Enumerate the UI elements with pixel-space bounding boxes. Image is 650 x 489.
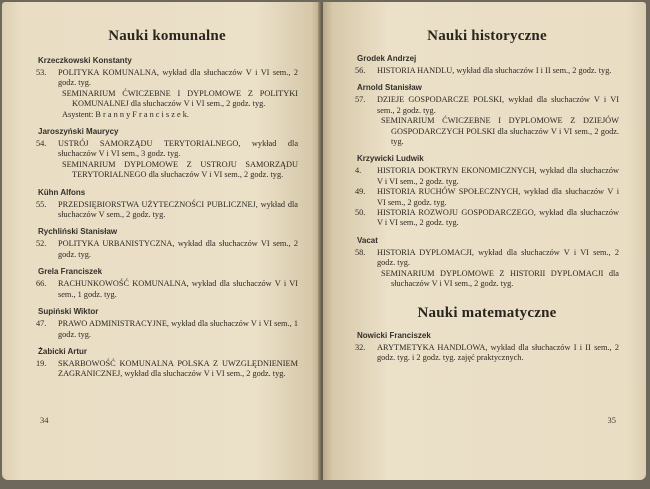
left-entries (36, 55, 298, 380)
course-number: 32. (355, 342, 366, 352)
course-paragraph: SEMINARIUM ĆWICZEBNE I DYPLOMOWE Z DZIEJÓW GOSPODARCZYCH POLSKI dla słuchaczów V i VI sem., 2 godz. tyg. (381, 116, 619, 147)
course-description (377, 248, 619, 290)
section-heading-nauki-historyczne: Nauki historyczne (427, 28, 547, 44)
course-paragraph: PRAWO ADMINISTRACYJNE, wykład dla słuchaczów V i VI sem., 1 godz. tyg. (58, 319, 298, 339)
course-paragraph: SEMINARIUM DYPLOMOWE Z USTROJU SAMORZĄDU TERYTORIALNEGO dla słuchaczów V i VI sem., 2 godz. tyg. (62, 159, 298, 180)
course-entry (36, 359, 298, 380)
course-paragraph: SEMINARIUM ĆWICZEBNE I DYPLOMOWE Z POLITYKI KOMUNALNEJ dla słuchaczów V i VI sem., 2 godz. tyg. (62, 88, 298, 109)
course-description (377, 343, 619, 364)
lecturer-name: Krzeczkowski Konstanty (38, 56, 132, 65)
course-number: 58. (355, 247, 366, 257)
course-entry (36, 239, 298, 260)
course-paragraph: POLITYKA URBANISTYCZNA, wykład dla słuchaczów VI sem., 2 godz. tyg. (58, 239, 298, 259)
lecturer-name: Jaroszyński Maurycy (38, 127, 119, 137)
course-entry (36, 139, 298, 181)
lecturer-name: Grela Franciszek (38, 267, 103, 277)
course-number: 55. (36, 199, 47, 209)
course-description (58, 200, 298, 221)
course-entry (355, 166, 619, 187)
course-description (377, 166, 619, 187)
course-description (377, 66, 619, 76)
course-entry (36, 319, 298, 340)
course-description (58, 279, 298, 300)
course-entry (36, 200, 298, 221)
history-entries (355, 53, 619, 290)
course-entry (36, 279, 298, 300)
lecturer-name: Nowicki Franciszek (357, 330, 431, 340)
course-entry (355, 343, 619, 364)
course-description (58, 239, 298, 260)
lecturer-name: Grodek Andrzej (357, 54, 417, 63)
section-heading-nauki-matematyczne: Nauki matematyczne (417, 304, 557, 321)
course-number: 52. (36, 239, 47, 249)
page-number-right: 35 (607, 415, 616, 425)
course-paragraph: HISTORIA RUCHÓW SPOŁECZNYCH, wykład dla słuchaczów V i VI sem., 2 godz. tyg. (377, 187, 619, 207)
course-paragraph: HISTORIA ROZWOJU GOSPODARCZEGO, wykład dla słuchaczów V i VI sem., 2 godz. tyg. (377, 208, 619, 228)
lecturer-name: Żabicki Artur (38, 346, 88, 356)
course-description (377, 95, 619, 147)
course-description (377, 187, 619, 208)
course-number: 47. (36, 319, 47, 329)
course-number: 4. (355, 166, 362, 176)
course-description (58, 68, 298, 120)
course-paragraph: DZIEJE GOSPODARCZE POLSKI, wykład dla słuchaczów V i VI sem., 2 godz. tyg. (377, 95, 619, 115)
lecturer-name: Krzywicki Ludwik (357, 154, 424, 164)
left-page-content (36, 2, 298, 380)
course-number: 50. (355, 208, 366, 218)
course-paragraph: ARYTMETYKA HANDLOWA, wykład dla słuchaczów I i II sem., 2 godz. tyg. i 2 godz. tyg. zajęć praktycznych. (377, 342, 619, 362)
course-paragraph: POLITYKA KOMUNALNA, wykład dla słuchaczów V i VI sem., 2 godz. tyg. (58, 68, 298, 88)
lecturer-name: Vacat (357, 235, 378, 245)
course-entry (355, 248, 619, 290)
course-number: 66. (36, 279, 47, 289)
course-paragraph: USTRÓJ SAMORZĄDU TERYTORIALNEGO, wykład dla słuchaczów V i VI sem., 3 godz. tyg. (58, 139, 298, 159)
course-number: 19. (36, 358, 47, 368)
course-number: 49. (355, 187, 366, 197)
lecturer-name: Arnold Stanisław (357, 83, 422, 93)
lecturer-name: Rychliński Stanisław (38, 227, 118, 237)
course-description (58, 319, 298, 340)
course-paragraph: RACHUNKOWOŚĆ KOMUNALNA, wykład dla słuchaczów V i VI sem., 1 godz. tyg. (58, 279, 298, 299)
course-entry (355, 66, 619, 76)
left-page (2, 2, 321, 480)
lecturer-name: Kühn Alfons (38, 187, 86, 197)
course-paragraph: Asystent: B r a n n y F r a n c i s z e k. (62, 109, 189, 119)
course-entry (355, 95, 619, 147)
course-number: 56. (355, 66, 366, 75)
right-page-content (355, 2, 619, 363)
lecturer-name: Supiński Wiktor (38, 307, 99, 317)
course-number: 57. (355, 95, 366, 105)
course-paragraph: HISTORIA DYPLOMACJI, wykład dla słuchaczów V i VI sem., 2 godz. tyg. (377, 247, 619, 268)
course-paragraph: PRZEDSIĘBIORSTWA UŻYTECZNOŚCI PUBLICZNEJ, wykład dla słuchaczów V sem., 2 godz. tyg. (58, 199, 298, 220)
course-description (58, 359, 298, 380)
right-page (323, 2, 646, 480)
course-entry (355, 208, 619, 229)
course-paragraph: SKARBOWOŚĆ KOMUNALNA POLSKA Z UWZGLĘDNIENIEM ZAGRANICZNEJ, wykład dla słuchaczów V i VI sem., 2 godz. tyg. (58, 358, 298, 379)
course-number: 54. (36, 139, 47, 149)
section-heading-nauki-komunalne: Nauki komunalne (108, 28, 226, 44)
course-entry (355, 187, 619, 208)
course-paragraph: SEMINARIUM DYPLOMOWE Z HISTORII DYPLOMACJI dla słuchaczów V i VI sem., 2 godz. tyg. (381, 268, 619, 289)
course-number: 53. (36, 68, 47, 77)
course-entry (36, 68, 298, 120)
page-number-left: 34 (40, 415, 49, 425)
course-paragraph: HISTORIA HANDLU, wykład dla słuchaczów I i II sem., 2 godz. tyg. (377, 66, 612, 75)
course-description (377, 208, 619, 229)
course-paragraph: HISTORIA DOKTRYN EKONOMICZNYCH, wykład dla słuchaczów V i VI sem., 2 godz. tyg. (377, 166, 619, 186)
math-entries (355, 330, 619, 364)
course-description (58, 139, 298, 181)
